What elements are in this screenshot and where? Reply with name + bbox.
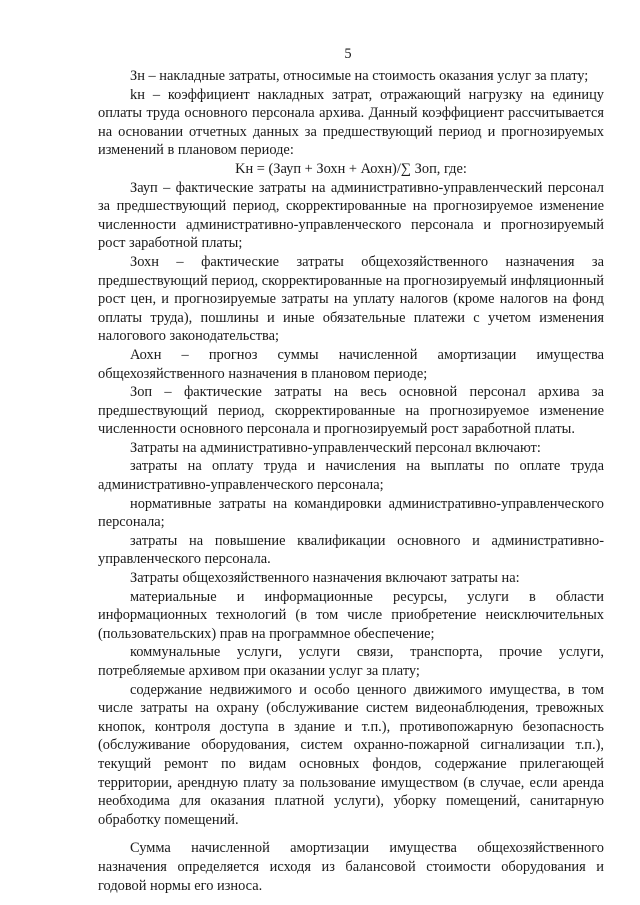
- list-item-ohn-utilities: коммунальные услуги, услуги связи, транспорта, прочие услуги, потребляемые архивом при оказании услуг за плату;: [98, 644, 604, 679]
- page-number: 5: [344, 46, 352, 62]
- formula-kn: Kн = (Зауп + Зохн + Аохн)/∑ Зоп, где:: [235, 160, 467, 177]
- list-item-aup-training: затраты на повышение квалификации основного и административно-управленческого персонала.: [98, 532, 604, 568]
- paragraph-aup-intro: Затраты на административно-управленческий персонал включают:: [130, 439, 541, 456]
- document-body: [98, 67, 604, 895]
- paragraph-amortization: Сумма начисленной амортизации имущества общехозяйственного назначения определяется исходя из балансовой стоимости оборудования и годовой нормы его износа.: [98, 840, 604, 894]
- paragraph-zohn-definition: Зохн – фактические затраты общехозяйственного назначения за предшествующий период, скорректированные на прогнозируемый инфляционный рост цен, и прогнозируемые затраты на уплату налогов (кроме налогов на фонд оплаты труда), пошлины и иные обязательные платежи с учетом изменения налогового законодательства;: [98, 253, 604, 345]
- list-item-ohn-maintenance: содержание недвижимого и особо ценного движимого имущества, в том числе затраты на охрану (обслуживание систем видеонаблюдения, тревожных кнопок, контроля доступа в здание и т.п.), противопожарную безопасность (обслуживание оборудования, систем охранно-пожарной сигнализации т.п.), текущий ремонт по видам основных фондов, содержание прилегающей территории, арендную плату за пользование имуществом (в случае, если аренда необходима для оказания платной услуги), уборку помещений, санитарную обработку помещений.: [98, 681, 604, 828]
- paragraph-ohn-intro: Затраты общехозяйственного назначения включают затраты на:: [130, 570, 520, 587]
- paragraph-kn-definition: kн – коэффициент накладных затрат, отражающий нагрузку на единицу оплаты труда основного персонала архива. Данный коэффициент рассчитывается на основании отчетных данных за предшествующий период и прогнозируемых изменений в плановом периоде:: [98, 86, 604, 159]
- list-item-ohn-resources: материальные и информационные ресурсы, услуги в области информационных технологий (в том числе приобретение неисключительных (пользовательских) прав на программное обеспечение;: [98, 588, 604, 642]
- paragraph-aohn-definition: Аохн – прогноз суммы начисленной амортизации имущества общехозяйственного назначения в плановом периоде;: [98, 346, 604, 382]
- list-item-aup-travel: нормативные затраты на командировки административно-управленческого персонала;: [98, 495, 604, 531]
- paragraph-zn-definition: Зн – накладные затраты, относимые на стоимость оказания услуг за плату;: [130, 68, 589, 84]
- paragraph-zaup-definition: Зауп – фактические затраты на административно-управленческий персонал за предшествующий период, скорректированные на прогнозируемое изменение численности административно-управленческого персонала и прогнозируемый рост заработной платы;: [98, 179, 604, 252]
- paragraph-zop-definition: Зоп – фактические затраты на весь основной персонал архива за предшествующий период, скорректированные на прогнозируемое изменение численности основного персонала и прогнозируемый рост заработной платы.: [98, 384, 604, 438]
- list-item-aup-salary: затраты на оплату труда и начисления на выплаты по оплате труда административно-управленческого персонала;: [98, 458, 604, 494]
